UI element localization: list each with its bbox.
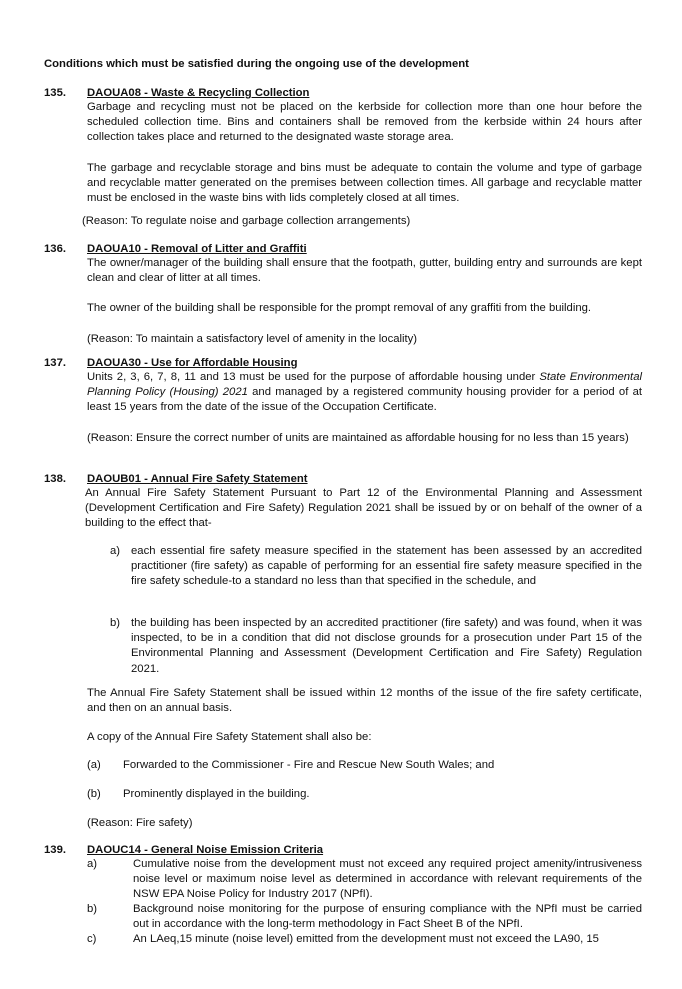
condition-number: 135. (44, 87, 66, 99)
reason-text: (Reason: Ensure the correct number of units are maintained as affordable housing for no less than 15 years) (87, 431, 629, 444)
condition-title: DAOUB01 - Annual Fire Safety Statement (87, 473, 308, 485)
list-item: each essential fire safety measure specified in the statement has been assessed by an accredited practitioner (fire safety) as capable of performing for an essential fire safety measure specified in the fire safety schedule-to a standard no less than that specified in the schedule, and (131, 545, 642, 588)
condition-body (85, 486, 642, 532)
list-label: (a) (87, 759, 101, 771)
list-label: c) (87, 933, 97, 945)
condition-number: 138. (44, 473, 66, 485)
list-item: Forwarded to the Commissioner - Fire and Rescue New South Wales; and (123, 759, 495, 771)
reason-text: (Reason: To regulate noise and garbage collection arrangements) (82, 215, 411, 227)
list-item: Prominently displayed in the building. (123, 788, 310, 800)
paragraph: Garbage and recycling must not be placed on the kerbside for collection more than one hour before the scheduled collection time. Bins and containers shall be removed from the kerbside within 24 hours after collection takes place and returned to the designated waste storage area. (87, 101, 642, 144)
condition-number: 137. (44, 357, 66, 369)
paragraph: The garbage and recyclable storage and bins must be adequate to contain the volume and type of garbage and recyclable matter generated on the premises between collection times. All garbage and recyclable matter must be enclosed in the waste bins with lids completely closed at all times. (87, 161, 642, 205)
list-item: the building has been inspected by an accredited practitioner (fire safety) and was found, when it was inspected, to be in a condition that did not disclose grounds for a prosecution under Part 15 of the Environmental Planning and Assessment (Development Certification and Fire Safety) Regulation 2021. (131, 617, 642, 675)
condition-number: 136. (44, 243, 66, 255)
list-label: b) (110, 617, 121, 629)
reason-text: (Reason: Fire safety) (87, 817, 193, 829)
condition-body (87, 100, 642, 206)
paragraph: An Annual Fire Safety Statement Pursuant to Part 12 of the Environmental Planning and Assessment (Development Certification and Fire Safety) Regulation 2021 shall be issued by or on behalf of the owner of a building to the effect that- (85, 487, 642, 530)
list-item: Cumulative noise from the development must not exceed any required project amenity/intrusiveness noise level or maximum noise level as determined in accordance with relevant requirements of the NSW EPA Noise Policy for Industry 2017 (NPfI). (133, 858, 642, 901)
paragraph: A copy of the Annual Fire Safety Statement shall also be: (87, 731, 372, 743)
condition-title: DAOUC14 - General Noise Emission Criteria (87, 844, 324, 856)
policy-name: State Environmental Planning Policy (Housing) 2021 (87, 371, 642, 399)
condition-title: DAOUA30 - Use for Affordable Housing (87, 357, 298, 369)
list-label: (b) (87, 788, 101, 800)
list-item: An LAeq,15 minute (noise level) emitted from the development must not exceed the LA90, 15 (133, 933, 599, 945)
list-label: a) (87, 858, 98, 870)
list-label: a) (110, 545, 121, 557)
condition-title: DAOUA08 - Waste & Recycling Collection (87, 87, 310, 99)
paragraph: The owner of the building shall be responsible for the prompt removal of any graffiti from the building. (87, 302, 592, 315)
condition-body (87, 256, 642, 347)
paragraph: The owner/manager of the building shall ensure that the footpath, gutter, building entry and surrounds are kept clean and clear of litter at all times. (87, 257, 642, 285)
paragraph: The Annual Fire Safety Statement shall be issued within 12 months of the issue of the fire safety certificate, and then on an annual basis. (87, 687, 642, 715)
list-item: Background noise monitoring for the purpose of ensuring compliance with the NPfI must be carried out in accordance with the long-term methodology in Fact Sheet B of the NPfI. (133, 903, 642, 931)
condition-title: DAOUA10 - Removal of Litter and Graffiti (87, 243, 307, 255)
list-label: b) (87, 903, 98, 915)
condition-body (87, 370, 642, 446)
condition-number: 139. (44, 844, 66, 856)
section-heading: Conditions which must be satisfied during the ongoing use of the development (44, 58, 469, 70)
reason-text: (Reason: To maintain a satisfactory level of amenity in the locality) (87, 332, 418, 345)
paragraph: Units 2, 3, 6, 7, 8, 11 and 13 must be used for the purpose of affordable housing under State Environmental Planning Policy (Housing) 2021 and managed by a registered community housing provider for a period of at least 15 years from the date of the issue of the Occupation Certificate. (87, 371, 643, 414)
